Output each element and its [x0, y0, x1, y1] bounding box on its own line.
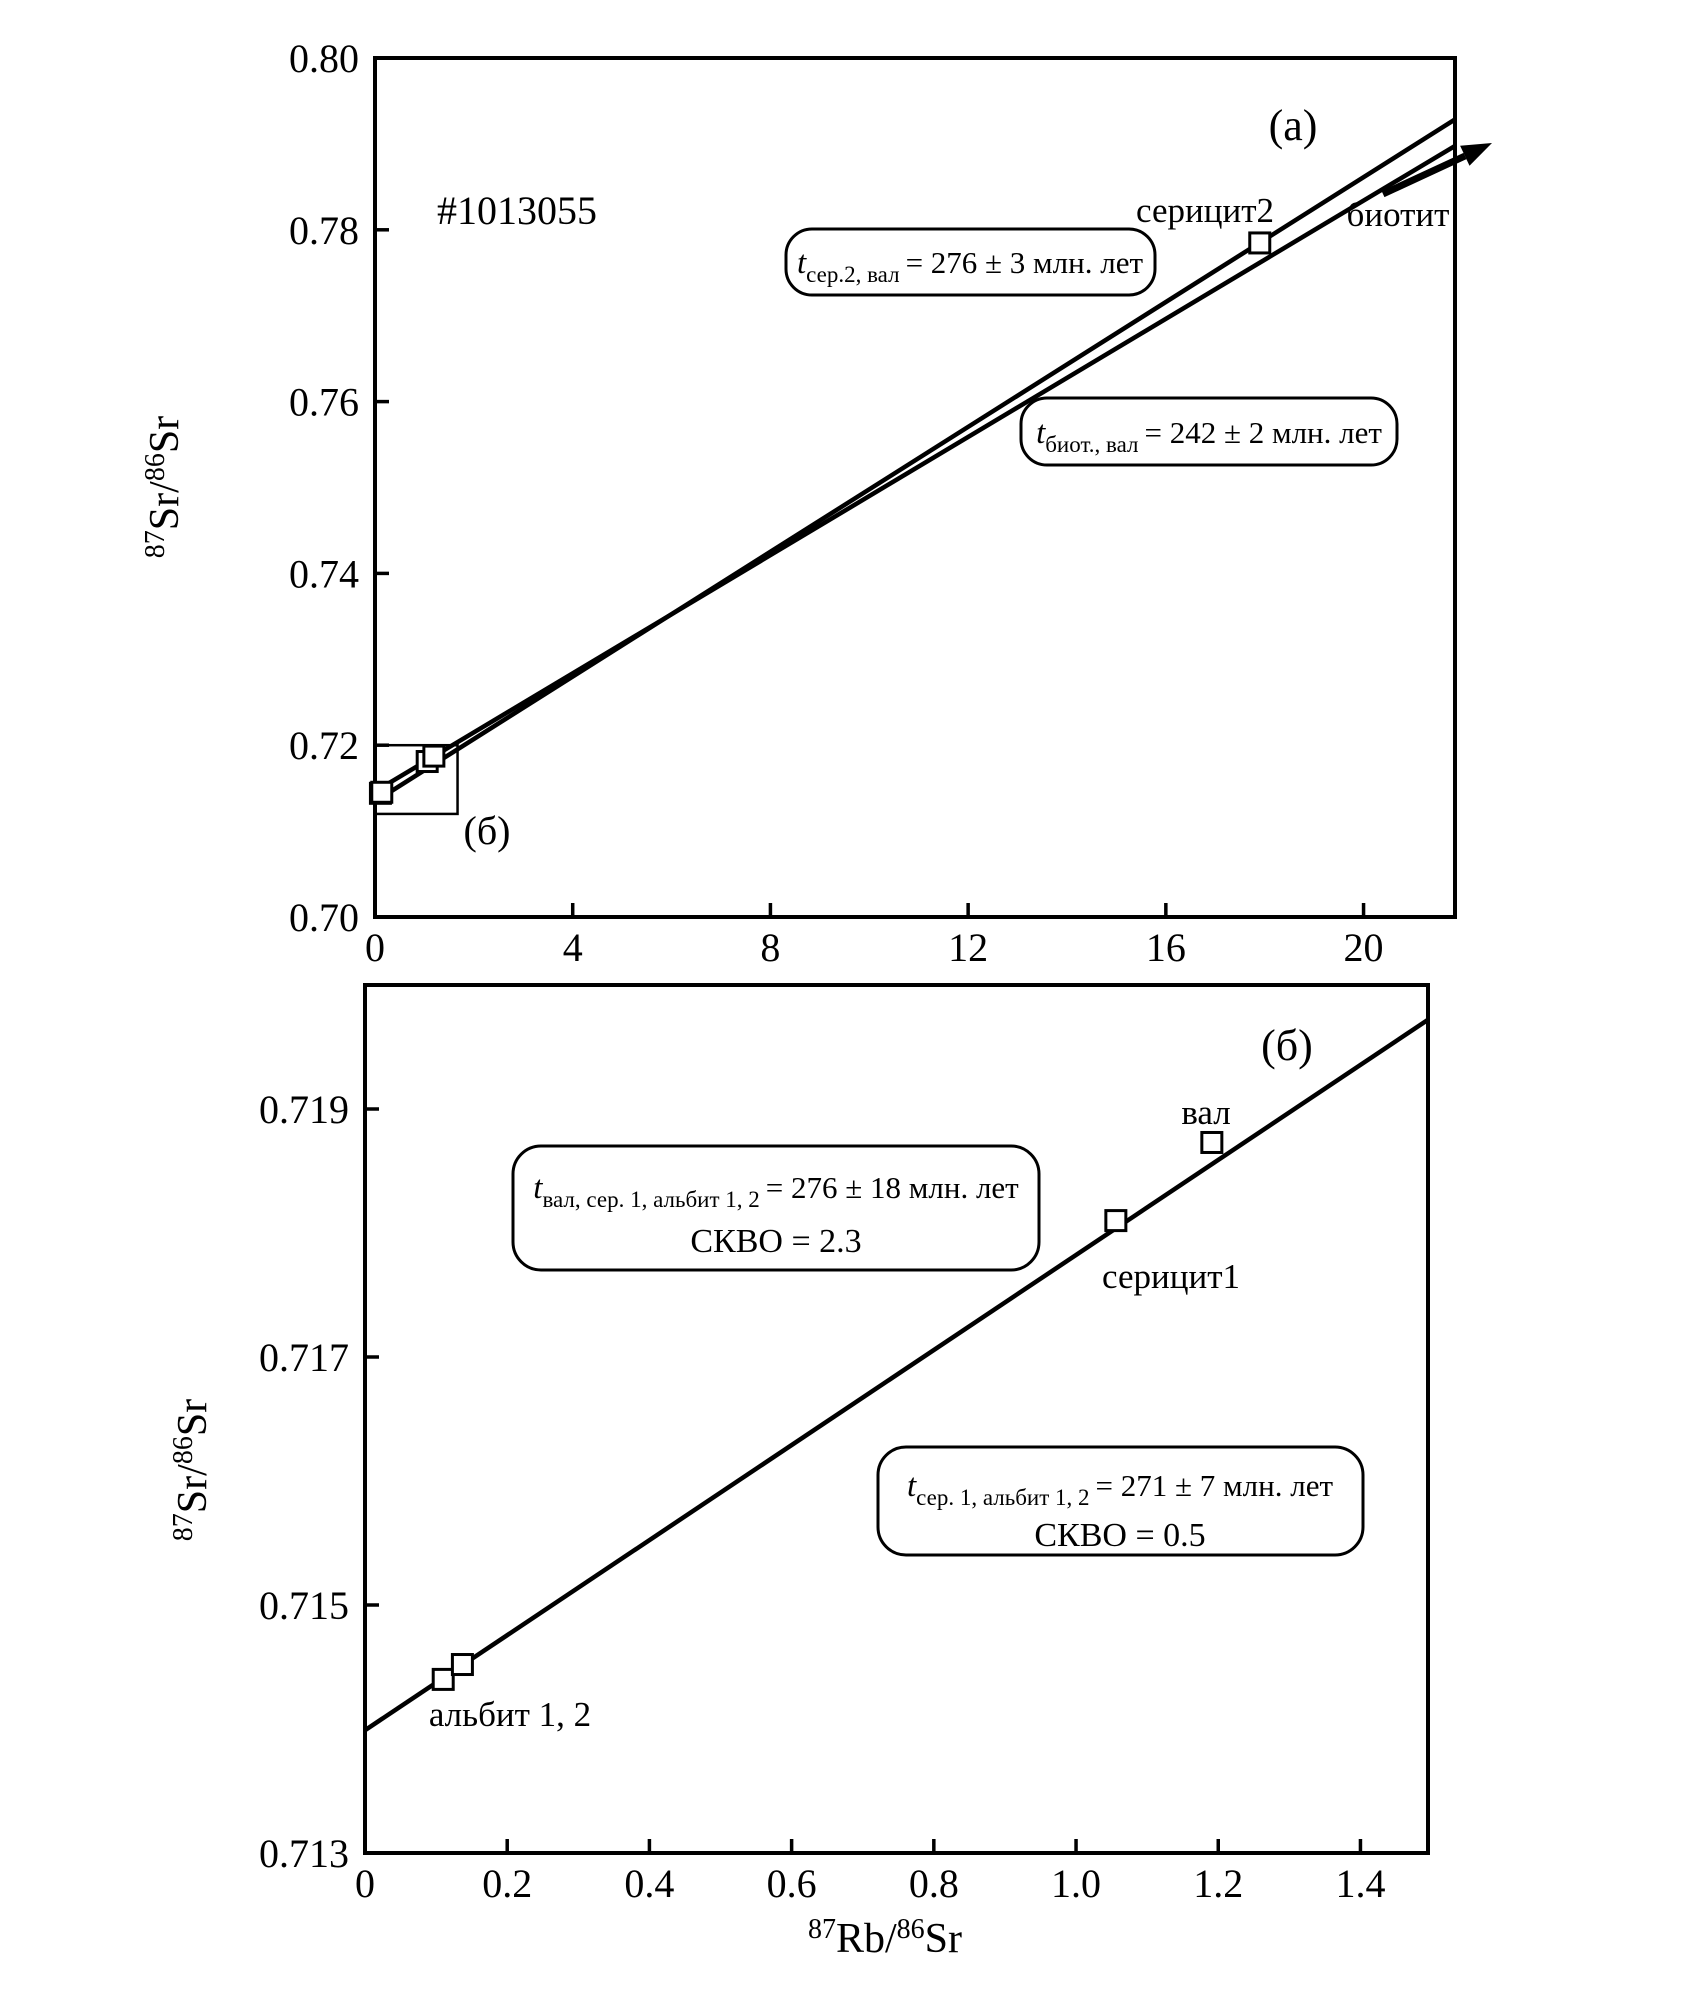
x-tick-label: 1.2	[1193, 1861, 1244, 1906]
data-point-marker	[424, 746, 444, 766]
x-tick-label: 0.2	[482, 1861, 533, 1906]
data-point-marker	[1202, 1132, 1222, 1152]
x-tick-label: 1.4	[1335, 1861, 1386, 1906]
y-tick-label: 0.719	[259, 1087, 349, 1132]
point-label-val: вал	[1181, 1093, 1231, 1132]
panel-b-labels	[168, 1021, 1363, 1962]
isochron-line	[365, 1020, 1428, 1731]
panel-b-ylabel: 87Sr/86Sr	[168, 1398, 216, 1542]
x-tick-label: 12	[948, 925, 989, 970]
panel-b-letter: (б)	[1261, 1021, 1313, 1070]
data-point-marker	[433, 1669, 453, 1689]
y-tick-label: 0.80	[289, 36, 359, 81]
x-tick-label: 0	[355, 1861, 375, 1906]
y-tick-label: 0.74	[289, 551, 359, 597]
panel-frame	[375, 58, 1455, 917]
x-tick-label: 0.4	[624, 1861, 675, 1906]
data-point-marker	[452, 1655, 472, 1675]
y-tick-label: 0.713	[259, 1831, 349, 1876]
y-tick-label: 0.717	[259, 1335, 349, 1380]
panel-a-letter: (а)	[1268, 101, 1318, 150]
x-tick-label: 8	[760, 925, 781, 970]
x-tick-label: 1.0	[1051, 1861, 1102, 1906]
y-tick-label: 0.78	[289, 207, 359, 253]
point-label-sericite2: серицит2	[1136, 191, 1274, 230]
point-label-albite: альбит 1, 2	[428, 1695, 592, 1734]
panel-b-xlabel: 87Rb/86Sr	[807, 1914, 963, 1962]
data-point-marker	[1250, 233, 1270, 253]
age-annotation-a1: tсер.2, вал = 276 ± 3 млн. лет	[796, 245, 1144, 287]
point-label-biotite: биотит	[1346, 195, 1450, 234]
x-tick-label: 16	[1145, 925, 1186, 970]
data-point-marker	[372, 782, 392, 802]
biotite-offscale-arrow-head	[1460, 143, 1492, 166]
biotite-offscale-arrow-shaft	[1383, 156, 1465, 194]
age-annotation-b2-mswd: СКВО = 0.5	[1034, 1517, 1206, 1554]
x-tick-label: 20	[1343, 925, 1384, 970]
x-tick-label: 0.6	[766, 1861, 817, 1906]
panel-a-ylabel: 87Sr/86Sr	[140, 415, 188, 559]
data-point-marker	[1106, 1211, 1126, 1231]
age-annotation-b1-mswd: СКВО = 2.3	[690, 1223, 862, 1260]
age-annotation-b1-line1: tвал, сер. 1, альбит 1, 2 = 276 ± 18 млн. лет	[533, 1170, 1019, 1212]
sample-id-label: #1013055	[437, 188, 597, 233]
x-tick-label: 0	[365, 925, 385, 970]
y-tick-label: 0.715	[259, 1583, 349, 1628]
age-annotation-b2-line1: tсер. 1, альбит 1, 2 = 271 ± 7 млн. лет	[906, 1468, 1334, 1510]
point-label-sericite1: серицит1	[1102, 1257, 1240, 1296]
inset-label: (б)	[463, 808, 511, 853]
x-tick-label: 4	[562, 925, 583, 970]
x-tick-label: 0.8	[908, 1861, 959, 1906]
y-tick-label: 0.72	[289, 723, 359, 769]
y-tick-label: 0.76	[289, 379, 359, 425]
y-tick-label: 0.70	[289, 895, 359, 940]
age-annotation-a2: tбиот., вал = 242 ± 2 млн. лет	[1036, 415, 1382, 457]
